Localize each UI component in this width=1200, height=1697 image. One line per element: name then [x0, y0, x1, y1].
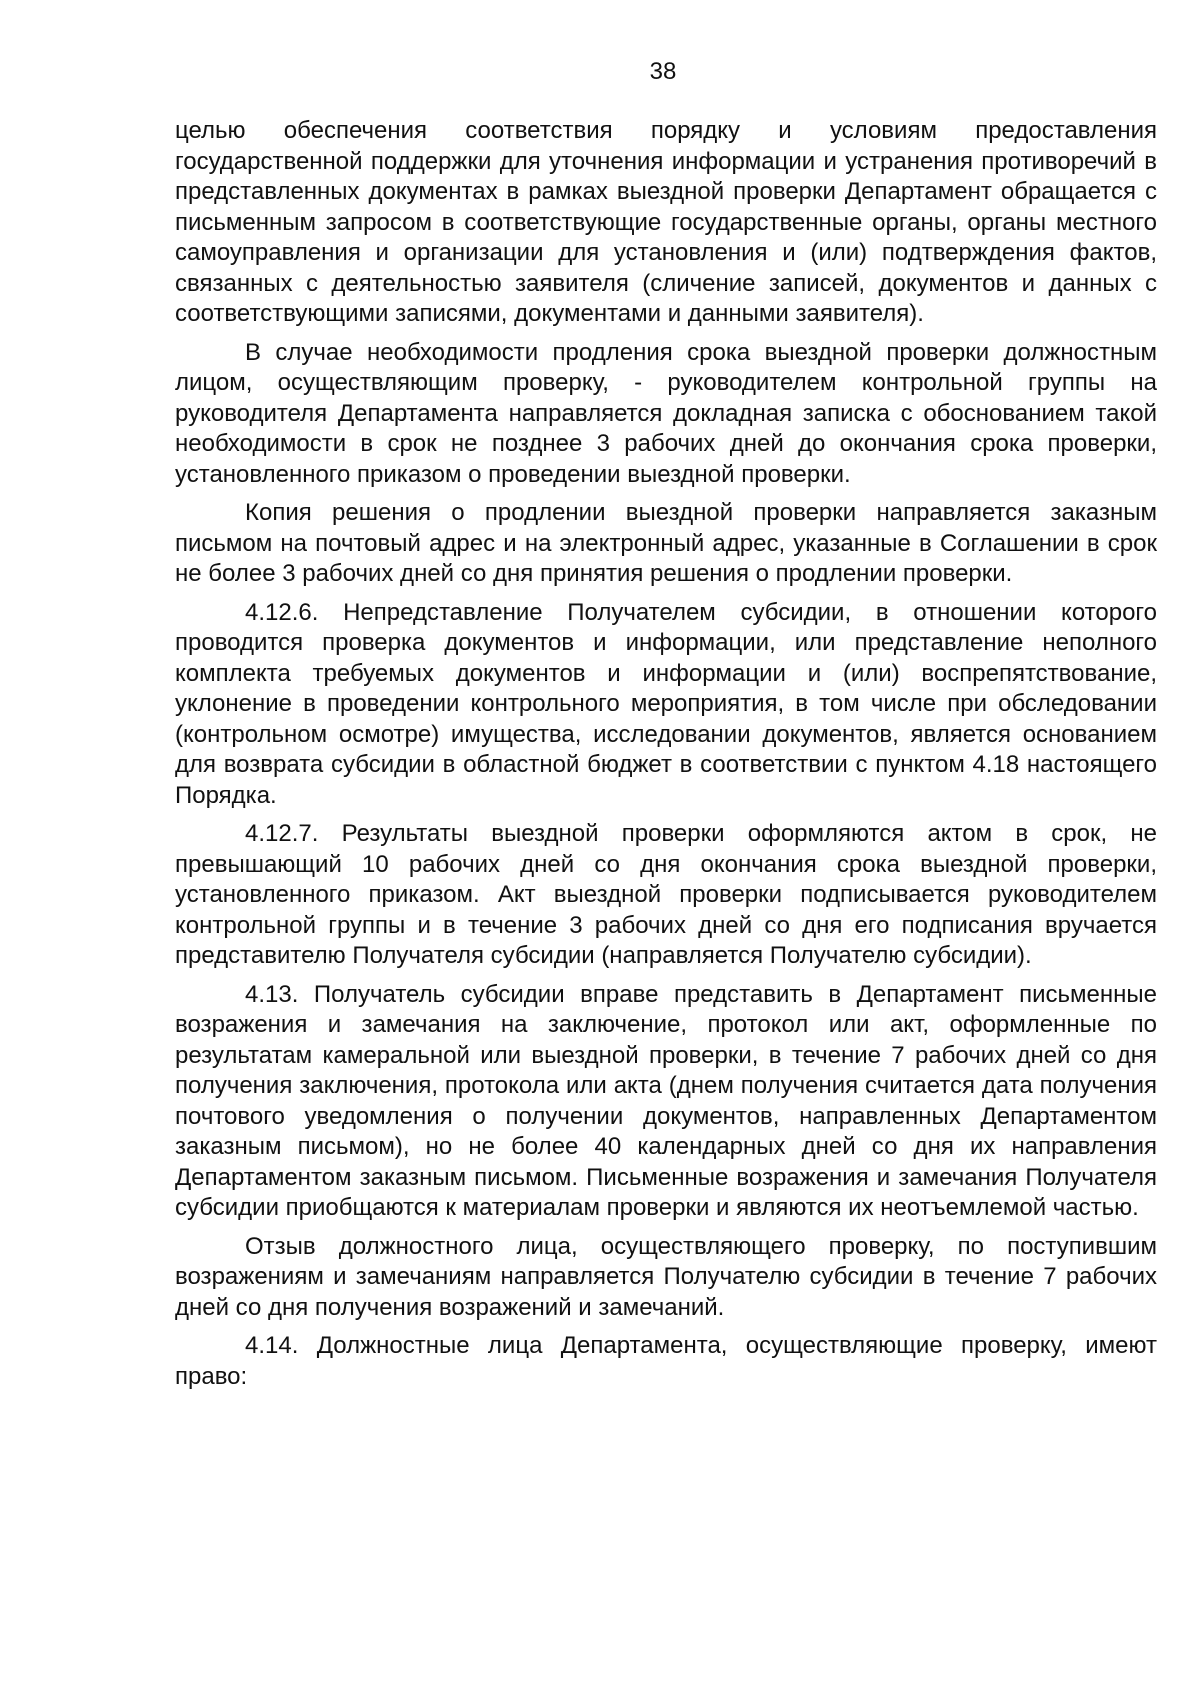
- paragraph-4-12-6: 4.12.6. Непредставление Получателем субсидии, в отношении которого проводится проверка документов и информации, или представление неполного комплекта требуемых документов и информации и (или) воспрепятствование, уклонение в проведении контрольного мероприятия, в том числе при обследовании (контрольном осмотре) имущества, исследовании документов, является основанием для возврата субсидии в областной бюджет в соответствии с пунктом 4.18 настоящего Порядка.: [175, 598, 1157, 809]
- paragraph-extension-request: В случае необходимости продления срока выездной проверки должностным лицом, осуществляющим проверку, - руководителем контрольной группы на руководителя Департамента направляется докладная записка с обоснованием такой необходимости в срок не позднее 3 рабочих дней до окончания срока проверки, установленного приказом о проведении выездной проверки.: [175, 338, 1157, 488]
- paragraph-4-14: 4.14. Должностные лица Департамента, осуществляющие проверку, имеют право:: [175, 1332, 1157, 1390]
- paragraph-extension-copy: Копия решения о продлении выездной проверки направляется заказным письмом на почтовый адрес и на электронный адрес, указанные в Соглашении в срок не более 3 рабочих дней со дня принятия решения о продлении проверки.: [175, 499, 1157, 587]
- document-body: [175, 116, 1157, 1400]
- paragraph-continuation: целью обеспечения соответствия порядку и условиям предоставления государственной поддержки для уточнения информации и устранения противоречий в представленных документах в рамках выездной проверки Департамент обращается с письменным запросом в соответствующие государственные органы, органы местного самоуправления и организации для установления и (или) подтверждения фактов, связанных с деятельностью заявителя (сличение записей, документов и данных с соответствующими записями, документами и данными заявителя).: [175, 117, 1157, 327]
- paragraph-4-12-7: 4.12.7. Результаты выездной проверки оформляются актом в срок, не превышающий 10 рабочих дней со дня окончания срока выездной проверки, установленного приказом. Акт выездной проверки подписывается руководителем контрольной группы и в течение 3 рабочих дней со дня его подписания вручается представителю Получателя субсидии (направляется Получателю субсидии).: [175, 820, 1157, 969]
- page-number: 38: [649, 58, 677, 85]
- paragraph-4-13: 4.13. Получатель субсидии вправе представить в Департамент письменные возражения и замечания на заключение, протокол или акт, оформленные по результатам камеральной или выездной проверки, в течение 7 рабочих дней со дня получения заключения, протокола или акта (днем получения считается дата получения почтового уведомления о получении документов, направленных Департаментом заказным письмом), но не более 40 календарных дней со дня их направления Департаментом заказным письмом. Письменные возражения и замечания Получателя субсидии приобщаются к материалам проверки и являются их неотъемлемой частью.: [175, 980, 1157, 1221]
- paragraph-review-response: Отзыв должностного лица, осуществляющего проверку, по поступившим возражениям и замечаниям направляется Получателю субсидии в течение 7 рабочих дней со дня получения возражений и замечаний.: [175, 1232, 1157, 1321]
